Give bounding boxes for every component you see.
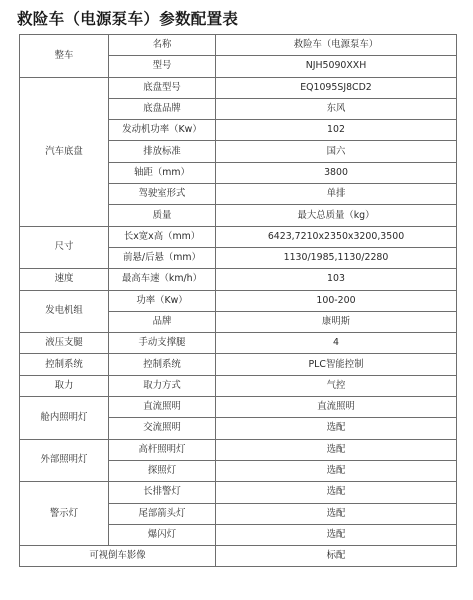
page-title: 救险车（电源泵车）参数配置表	[17, 10, 239, 28]
parameter-name-cell: 底盘品牌	[109, 98, 216, 119]
parameter-value-cell: 国六	[216, 141, 457, 162]
parameter-value-cell: 标配	[216, 546, 457, 567]
parameter-name-cell: 驾驶室形式	[109, 184, 216, 205]
table-row	[20, 482, 457, 503]
category-cell: 发电机组	[20, 290, 109, 333]
parameter-value-cell: NJH5090XXH	[216, 56, 457, 77]
parameter-value-cell: 气控	[216, 375, 457, 396]
category-cell: 外部照明灯	[20, 439, 109, 482]
parameter-name-cell: 前悬/后悬（mm）	[109, 247, 216, 268]
category-cell: 汽车底盘	[20, 77, 109, 226]
parameter-value-cell: 康明斯	[216, 311, 457, 332]
table-row	[20, 290, 457, 311]
parameter-value-cell: 选配	[216, 503, 457, 524]
category-cell: 取力	[20, 375, 109, 396]
parameter-value-cell: 4	[216, 333, 457, 354]
parameter-value-cell: 直流照明	[216, 397, 457, 418]
parameter-value-cell: EQ1095SJ8CD2	[216, 77, 457, 98]
parameter-value-cell: 东风	[216, 98, 457, 119]
parameter-name-cell: 轴距（mm）	[109, 162, 216, 183]
parameter-name-cell: 型号	[109, 56, 216, 77]
table-row	[20, 226, 457, 247]
category-cell: 控制系统	[20, 354, 109, 375]
parameter-value-cell: 选配	[216, 439, 457, 460]
parameter-name-cell: 长排警灯	[109, 482, 216, 503]
table-row	[20, 35, 457, 56]
parameter-value-cell: PLC智能控制	[216, 354, 457, 375]
parameter-value-cell: 选配	[216, 418, 457, 439]
parameter-name-cell: 功率（Kw）	[109, 290, 216, 311]
table-row	[20, 397, 457, 418]
parameter-value-cell: 3800	[216, 162, 457, 183]
category-cell: 整车	[20, 35, 109, 78]
parameter-name-cell: 底盘型号	[109, 77, 216, 98]
parameter-value-cell: 单排	[216, 184, 457, 205]
parameter-name-cell: 品牌	[109, 311, 216, 332]
parameter-value-cell: 选配	[216, 482, 457, 503]
table-row	[20, 269, 457, 290]
parameter-value-cell: 选配	[216, 460, 457, 481]
parameter-value-cell: 100-200	[216, 290, 457, 311]
parameter-name-cell: 最大总质量（kg）	[216, 205, 457, 226]
parameter-name-cell: 排放标准	[109, 141, 216, 162]
parameter-name-cell: 探照灯	[109, 460, 216, 481]
parameter-name-cell: 高杆照明灯	[109, 439, 216, 460]
parameter-value-cell: 1130/1985,1130/2280	[216, 247, 457, 268]
parameter-name-cell: 取力方式	[109, 375, 216, 396]
parameter-name-cell: 爆闪灯	[109, 524, 216, 545]
category-cell: 速度	[20, 269, 109, 290]
parameter-name-cell: 手动支撑腿	[109, 333, 216, 354]
parameter-value-cell: 选配	[216, 524, 457, 545]
parameter-name-cell: 长x宽x高（mm）	[109, 226, 216, 247]
category-cell: 舱内照明灯	[20, 397, 109, 440]
spec-table	[19, 34, 457, 567]
parameter-name-cell: 控制系统	[109, 354, 216, 375]
category-cell: 质量	[109, 205, 216, 226]
table-row	[20, 546, 457, 567]
parameter-name-cell: 直流照明	[109, 397, 216, 418]
parameter-name-cell: 尾部箭头灯	[109, 503, 216, 524]
parameter-value-cell: 救险车（电源泵车）	[216, 35, 457, 56]
parameter-value-cell: 103	[216, 269, 457, 290]
parameter-name-cell: 最高车速（km/h）	[109, 269, 216, 290]
table-row	[20, 77, 457, 98]
category-cell: 可视倒车影像	[20, 546, 216, 567]
parameter-name-cell: 交流照明	[109, 418, 216, 439]
category-cell: 警示灯	[20, 482, 109, 546]
table-row	[20, 333, 457, 354]
parameter-name-cell: 发动机功率（Kw）	[109, 120, 216, 141]
table-row	[20, 375, 457, 396]
spec-table-body	[20, 35, 457, 567]
category-cell: 液压支腿	[20, 333, 109, 354]
parameter-value-cell: 102	[216, 120, 457, 141]
category-cell: 尺寸	[20, 226, 109, 269]
table-row	[20, 439, 457, 460]
table-row	[20, 354, 457, 375]
parameter-name-cell: 名称	[109, 35, 216, 56]
parameter-value-cell: 6423,7210x2350x3200,3500	[216, 226, 457, 247]
